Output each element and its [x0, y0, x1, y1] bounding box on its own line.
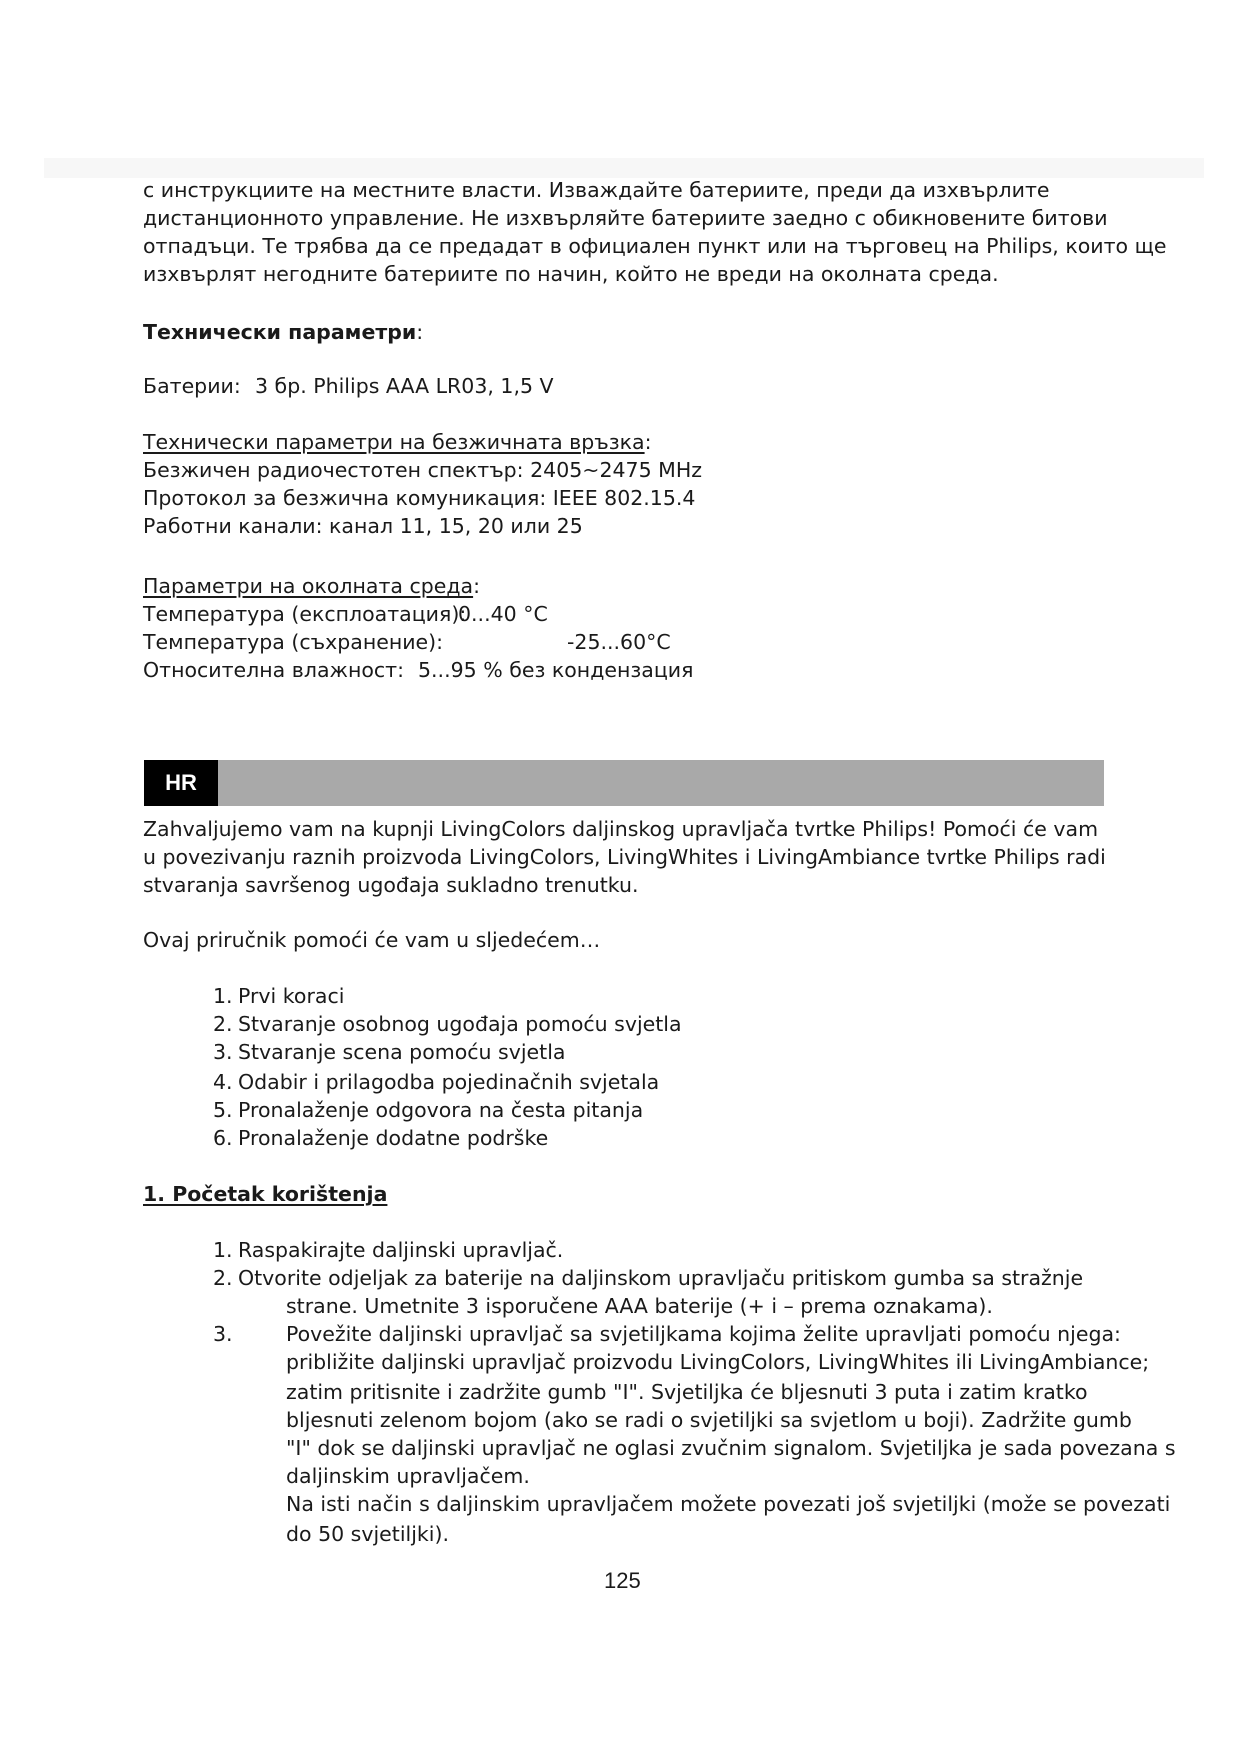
env-row-value: 0...40 °C	[458, 602, 548, 626]
env-row-label: Температура (експлоатация):	[143, 602, 467, 626]
language-badge: HR	[144, 760, 218, 806]
bg-paragraph-line: с инструкциите на местните власти. Изваждайте батериите, преди да изхвърлите	[143, 178, 1050, 202]
wireless-heading-text: Технически параметри на безжичната връзка	[143, 430, 645, 454]
toc-item: Pronalaženje odgovora na česta pitanja	[238, 1098, 644, 1122]
hr-intro-line: Zahvaljujemo vam na kupnji LivingColors daljinskog upravljača tvrtke Philips! Pomoći će vam	[143, 817, 1099, 841]
env-heading-text: Параметри на околната среда	[143, 574, 474, 598]
step-text: Povežite daljinski upravljač sa svjetiljkama kojima želite upravljati pomoću njega:	[286, 1322, 1121, 1346]
toc-item: Stvaranje osobnog ugođaja pomoću svjetla	[238, 1012, 682, 1036]
language-section-band	[144, 760, 1104, 806]
section-heading-getting-started: 1. Početak korištenja	[143, 1182, 388, 1206]
step-number: 1.	[213, 1238, 233, 1262]
step-text: strane. Umetnite 3 isporučene AAA baterije (+ i – prema oznakama).	[286, 1294, 993, 1318]
bg-paragraph-line: изхвърлят негодните батериите по начин, който не вреди на околната среда.	[143, 262, 999, 286]
toc-number: 1.	[213, 984, 233, 1008]
wireless-heading	[143, 428, 652, 456]
wireless-line: Безжичен радиочестотен спектър: 2405~2475 MHz	[143, 458, 703, 482]
env-row-value: 5...95 % без кондензация	[418, 658, 694, 682]
step-number: 3.	[213, 1322, 233, 1346]
toc-number: 3.	[213, 1040, 233, 1064]
toc-item: Prvi koraci	[238, 984, 345, 1008]
hr-intro-line: u povezivanju raznih proizvoda LivingColors, LivingWhites i LivingAmbiance tvrtke Philips radi	[143, 845, 1106, 869]
step-text: "I" dok se daljinski upravljač ne oglasi zvučnim signalom. Svjetiljka je sada povezana s	[286, 1436, 1176, 1460]
toc-item: Odabir i prilagodba pojedinačnih svjetala	[238, 1070, 660, 1094]
env-row-value: -25...60°C	[567, 630, 671, 654]
toc-number: 2.	[213, 1012, 233, 1036]
step-text: zatim pritisnite i zadržite gumb "I". Svjetiljka će bljesnuti 3 puta i zatim kratko	[286, 1380, 1088, 1404]
bg-paragraph-line: отпадъци. Те трябва да се предадат в официален пункт или на търговец на Philips, които ще	[143, 234, 1167, 258]
toc-number: 4.	[213, 1070, 233, 1094]
tech-params-colon: :	[416, 320, 424, 344]
step-text: bljesnuti zelenom bojom (ako se radi o svjetiljki sa svjetlom u boji). Zadržite gumb	[286, 1408, 1132, 1432]
step-text: Raspakirajte daljinski upravljač.	[238, 1238, 564, 1262]
toc-item: Stvaranje scena pomoću svjetla	[238, 1040, 566, 1064]
env-row-label: Температура (съхранение):	[143, 630, 444, 654]
wireless-line: Протокол за безжична комуникация: IEEE 802.15.4	[143, 486, 696, 510]
toc-number: 6.	[213, 1126, 233, 1150]
page-number: 125	[604, 1568, 641, 1593]
wireless-heading-colon: :	[644, 430, 652, 454]
step-text: do 50 svjetiljki).	[286, 1522, 449, 1546]
header-strip	[44, 158, 1204, 178]
tech-params-heading	[143, 318, 423, 346]
toc-item: Pronalaženje dodatne podrške	[238, 1126, 549, 1150]
batteries-label: Батерии:	[143, 374, 241, 398]
wireless-line: Работни канали: канал 11, 15, 20 или 25	[143, 514, 583, 538]
tech-params-heading-text: Технически параметри	[143, 320, 417, 344]
step-number: 2.	[213, 1266, 233, 1290]
step-text: Otvorite odjeljak za baterije na daljinskom upravljaču pritiskom gumba sa stražnje	[238, 1266, 1084, 1290]
bg-paragraph-line: дистанционното управление. Не изхвърляйте батериите заедно с обикновените битови	[143, 206, 1108, 230]
step-text: približite daljinski upravljač proizvodu LivingColors, LivingWhites ili LivingAmbiance;	[286, 1350, 1150, 1374]
env-heading	[143, 572, 480, 600]
hr-intro-line: stvaranja savršenog ugođaja sukladno trenutku.	[143, 873, 639, 897]
step-text: daljinskim upravljačem.	[286, 1464, 530, 1488]
env-row-label: Относителна влажност:	[143, 658, 405, 682]
step-text: Na isti način s daljinskim upravljačem možete povezati još svjetiljki (može se povezati	[286, 1492, 1171, 1516]
batteries-value: 3 бр. Philips AAA LR03, 1,5 V	[255, 374, 554, 398]
hr-guide-line: Ovaj priručnik pomoći će vam u sljedećem…	[143, 928, 601, 952]
toc-number: 5.	[213, 1098, 233, 1122]
env-heading-colon: :	[473, 574, 481, 598]
